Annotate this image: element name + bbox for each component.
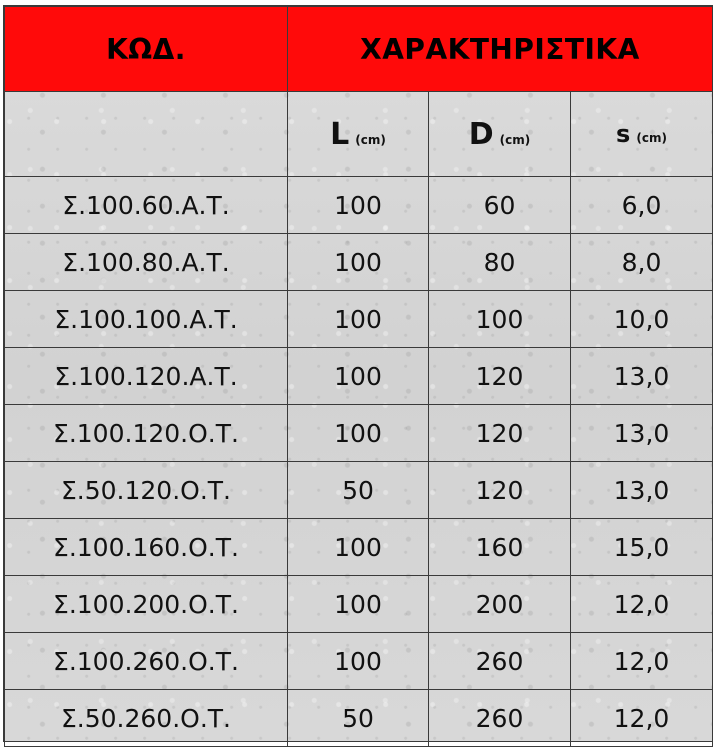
D-cell: 100 (429, 291, 571, 348)
L-cell: 100 (288, 177, 429, 234)
s-cell: 13,0 (571, 405, 713, 462)
L-unit: (cm) (355, 132, 386, 147)
D-cell: 200 (429, 576, 571, 633)
L-cell: 100 (288, 348, 429, 405)
s-cell: 10,0 (571, 291, 713, 348)
s-cell: 6,0 (571, 177, 713, 234)
table-row (5, 519, 713, 576)
code-cell: Σ.100.100.Α.Τ. (5, 291, 288, 348)
D-cell: 260 (429, 690, 571, 747)
D-cell: 80 (429, 234, 571, 291)
table-row (5, 690, 713, 747)
units-row-empty-cell (5, 92, 288, 177)
s-cell: 13,0 (571, 348, 713, 405)
table-header-row (5, 7, 713, 92)
L-cell: 100 (288, 519, 429, 576)
D-cell: 260 (429, 633, 571, 690)
D-unit: (cm) (499, 132, 531, 147)
L-cell: 100 (288, 633, 429, 690)
code-cell: Σ.100.120.Α.Τ. (5, 348, 288, 405)
code-cell: Σ.100.120.Ο.Τ. (5, 405, 288, 462)
code-cell: Σ.100.60.Α.Τ. (5, 177, 288, 234)
s-cell: 12,0 (571, 576, 713, 633)
column-s-label (571, 92, 713, 177)
L-symbol: L (330, 116, 350, 152)
code-cell: Σ.50.120.Ο.Τ. (5, 462, 288, 519)
L-cell: 100 (288, 576, 429, 633)
L-cell: 100 (288, 291, 429, 348)
table-row (5, 234, 713, 291)
s-cell: 15,0 (571, 519, 713, 576)
units-row (5, 92, 713, 177)
s-cell: 12,0 (571, 690, 713, 747)
D-cell: 60 (429, 177, 571, 234)
code-cell: Σ.100.260.Ο.Τ. (5, 633, 288, 690)
s-cell: 13,0 (571, 462, 713, 519)
D-cell: 120 (429, 348, 571, 405)
s-cell: 12,0 (571, 633, 713, 690)
table-row (5, 177, 713, 234)
code-cell: Σ.100.80.Α.Τ. (5, 234, 288, 291)
D-cell: 120 (429, 462, 571, 519)
table-row (5, 633, 713, 690)
features-column-header: ΧΑΡΑΚΤΗΡΙΣΤΙΚΑ (288, 7, 713, 92)
L-cell: 100 (288, 234, 429, 291)
D-symbol: D (468, 116, 494, 152)
code-column-header: ΚΩΔ. (5, 7, 288, 92)
product-spec-table (4, 6, 713, 747)
D-cell: 160 (429, 519, 571, 576)
s-cell: 8,0 (571, 234, 713, 291)
table-row (5, 576, 713, 633)
L-cell: 100 (288, 405, 429, 462)
code-cell: Σ.100.200.Ο.Τ. (5, 576, 288, 633)
D-cell: 120 (429, 405, 571, 462)
L-cell: 50 (288, 462, 429, 519)
product-spec-table-container (3, 5, 713, 742)
code-cell: Σ.100.160.Ο.Τ. (5, 519, 288, 576)
s-symbol: s (616, 120, 631, 148)
table-row (5, 348, 713, 405)
column-L-label (288, 92, 429, 177)
table-row (5, 291, 713, 348)
s-unit: (cm) (636, 131, 667, 145)
column-D-label (429, 92, 571, 177)
L-cell: 50 (288, 690, 429, 747)
table-row (5, 462, 713, 519)
code-cell: Σ.50.260.Ο.Τ. (5, 690, 288, 747)
table-row (5, 405, 713, 462)
